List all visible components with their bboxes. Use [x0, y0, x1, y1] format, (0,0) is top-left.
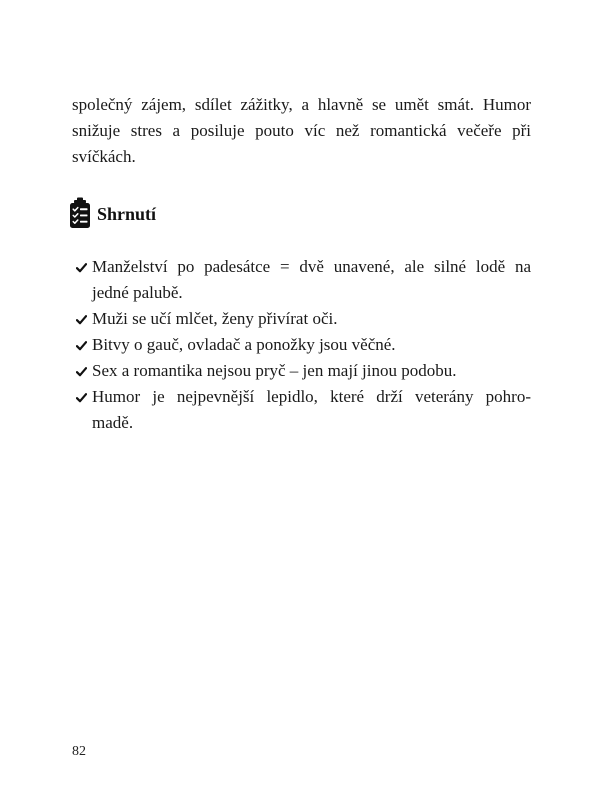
list-item-text: Manželství po padesátce = dvě unavené, ale silné lodě na: [92, 257, 531, 276]
checkmark-icon: [76, 341, 87, 351]
checkmark-icon: [76, 263, 87, 273]
clipboard-checklist-icon: [69, 197, 91, 229]
page-number: 82: [72, 744, 86, 759]
list-item-text: Sex a romantika nejsou pryč – jen mají jinou podobu.: [92, 361, 457, 380]
intro-paragraph: [72, 92, 531, 170]
intro-line: svíčkách.: [72, 147, 136, 166]
list-item: [76, 358, 531, 384]
list-item: [76, 384, 531, 436]
checkmark-icon: [76, 315, 87, 325]
summary-title: Shrnutí: [97, 203, 157, 224]
list-item-text: jedné palubě.: [92, 283, 183, 302]
list-item: [76, 332, 531, 358]
list-item: [76, 306, 531, 332]
list-item: [76, 254, 531, 306]
list-item-text: Muži se učí mlčet, ženy přivírat oči.: [92, 309, 338, 328]
list-item-text: Humor je nejpevnější lepidlo, které drží veterány pohro-: [92, 387, 531, 406]
list-item-text: madě.: [92, 413, 134, 432]
summary-list: [76, 254, 531, 436]
list-item-text: Bitvy o gauč, ovladač a ponožky jsou věčné.: [92, 335, 396, 354]
checkmark-icon: [76, 393, 87, 403]
checkmark-icon: [76, 367, 87, 377]
intro-line: společný zájem, sdílet zážitky, a hlavně se umět smát. Humor: [72, 95, 531, 114]
intro-line: snižuje stres a posiluje pouto víc než romantická večeře při: [72, 121, 531, 140]
summary-heading: [69, 196, 156, 230]
